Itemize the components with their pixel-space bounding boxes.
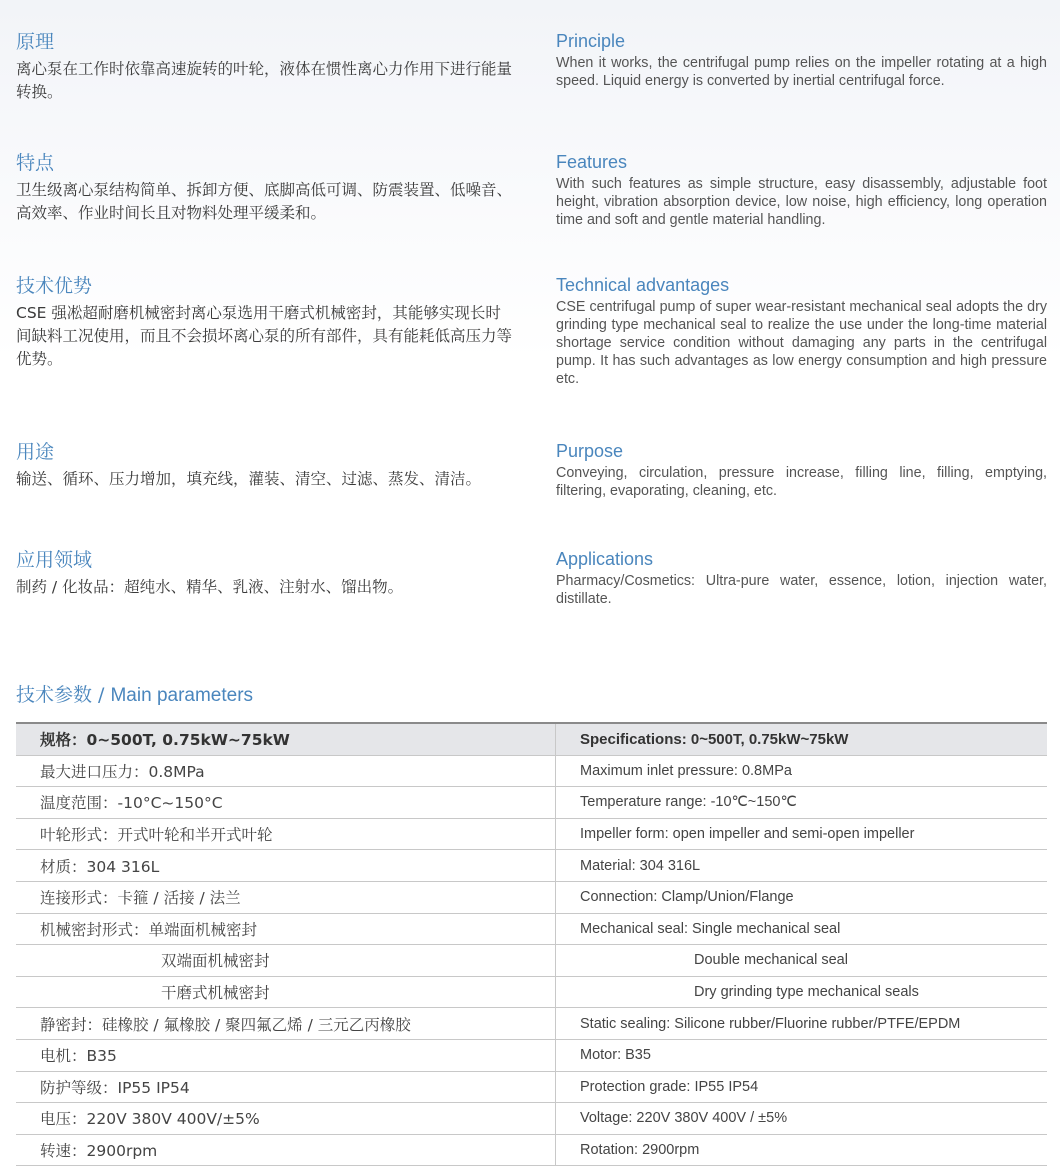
param-cn-cell: 连接形式：卡箍 / 活接 / 法兰 [16, 881, 556, 913]
param-cn-cell: 温度范围：-10°C~150°C [16, 787, 556, 819]
applications-cn-text: 制药 / 化妆品：超纯水、精华、乳液、注射水、馏出物。 [16, 578, 404, 596]
applications-en-text: Pharmacy/Cosmetics: Ultra-pure water, essence, lotion, injection water, distillate. [556, 573, 1047, 607]
table-row [16, 755, 1047, 787]
principle-cn-title: 原理 [16, 31, 55, 53]
table-row [16, 1039, 1047, 1071]
param-en-cell: Mechanical seal: Single mechanical seal [556, 913, 1048, 945]
features-cn-text: 卫生级离心泵结构简单、拆卸方便、底脚高低可调、防震装置、低噪音、高效率、作业时间长且对物料处理平缓柔和。 [16, 181, 513, 222]
param-cn-cell: 机械密封形式：单端面机械密封 [16, 913, 556, 945]
advantages-cn-title: 技术优势 [16, 275, 93, 297]
param-cn-cell: 静密封：硅橡胶 / 氟橡胶 / 聚四氟乙烯 / 三元乙丙橡胶 [16, 1008, 556, 1040]
param-en-cell: Motor: B35 [556, 1039, 1048, 1071]
param-en-cell: Maximum inlet pressure: 0.8MPa [556, 755, 1048, 787]
applications-en-section [556, 548, 1047, 608]
param-en-cell: Temperature range: -10℃~150℃ [556, 787, 1048, 819]
table-row-specifications [16, 723, 1047, 755]
advantages-cn-text: CSE 强凇超耐磨机械密封离心泵选用干磨式机械密封，其能够实现长时间缺料工况使用，而且不会损坏离心泵的所有部件，具有能耗低高压力等优势。 [16, 304, 513, 368]
param-en-cell: Rotation: 2900rpm [556, 1134, 1048, 1166]
param-cn-cell: 材质：304 316L [16, 850, 556, 882]
purpose-en-section [556, 440, 1047, 500]
param-cn-cell: 最大进口压力：0.8MPa [16, 755, 556, 787]
table-row [16, 976, 1047, 1008]
param-en-cell: Specifications: 0~500T, 0.75kW~75kW [556, 723, 1048, 755]
param-cn-cell: 电压：220V 380V 400V/±5% [16, 1103, 556, 1135]
advantages-en-text: CSE centrifugal pump of super wear-resistant mechanical seal adopts the dry grinding type mechanical seal to realize the use under the long-time material shortage service condition without damaging any parts in the centrifugal pump. It has such advantages as low energy consumption and high pressure etc. [556, 299, 1047, 387]
features-cn-title: 特点 [16, 152, 55, 174]
principle-cn-section [16, 30, 512, 104]
param-en-cell: Voltage: 220V 380V 400V / ±5% [556, 1103, 1048, 1135]
advantages-en-title: Technical advantages [556, 275, 730, 295]
features-en-section [556, 151, 1047, 229]
principle-cn-text: 离心泵在工作时依靠高速旋转的叶轮，液体在惯性离心力作用下进行能量转换。 [16, 60, 513, 101]
params-title [16, 680, 253, 707]
param-en-cell: Dry grinding type mechanical seals [556, 976, 1048, 1008]
principle-en-text: When it works, the centrifugal pump relies on the impeller rotating at a high speed. Liquid energy is converted by inertial centrifugal force. [556, 55, 1047, 89]
table-row [16, 1134, 1047, 1166]
principle-en-section [556, 30, 1047, 90]
param-cn-cell: 规格：0~500T, 0.75kW~75kW [16, 723, 556, 755]
purpose-cn-title: 用途 [16, 441, 55, 463]
table-row [16, 1103, 1047, 1135]
table-row [16, 1008, 1047, 1040]
table-row [16, 818, 1047, 850]
table-row [16, 913, 1047, 945]
purpose-cn-text: 输送、循环、压力增加，填充线，灌装、清空、过滤、蒸发、清洁。 [16, 470, 482, 488]
param-en-cell: Double mechanical seal [556, 945, 1048, 977]
param-en-cell: Protection grade: IP55 IP54 [556, 1071, 1048, 1103]
table-row [16, 881, 1047, 913]
purpose-cn-section [16, 440, 512, 491]
param-en-cell: Connection: Clamp/Union/Flange [556, 881, 1048, 913]
param-cn-cell: 叶轮形式：开式叶轮和半开式叶轮 [16, 818, 556, 850]
features-en-text: With such features as simple structure, easy disassembly, adjustable foot height, vibration absorption device, low noise, high efficiency, long operation time and soft and gentle material handling. [556, 176, 1047, 228]
advantages-en-section [556, 274, 1047, 388]
purpose-en-text: Conveying, circulation, pressure increase, filling line, filling, emptying, filtering, evaporating, cleaning, etc. [556, 465, 1047, 499]
table-row [16, 945, 1047, 977]
advantages-cn-section [16, 274, 512, 371]
param-cn-cell: 防护等级：IP55 IP54 [16, 1071, 556, 1103]
params-title-cn: 技术参数 / [16, 684, 111, 706]
params-title-en: Main parameters [110, 685, 254, 706]
features-cn-section [16, 151, 512, 225]
params-table [16, 722, 1047, 1166]
applications-en-title: Applications [556, 549, 654, 569]
param-en-cell: Impeller form: open impeller and semi-open impeller [556, 818, 1048, 850]
principle-en-title: Principle [556, 31, 626, 51]
param-en-cell: Material: 304 316L [556, 850, 1048, 882]
param-cn-cell: 双端面机械密封 [16, 945, 556, 977]
features-en-title: Features [556, 152, 628, 172]
table-row [16, 1071, 1047, 1103]
table-row [16, 787, 1047, 819]
applications-cn-title: 应用领域 [16, 549, 93, 571]
purpose-en-title: Purpose [556, 441, 624, 461]
param-cn-cell: 转速：2900rpm [16, 1134, 556, 1166]
param-cn-cell: 干磨式机械密封 [16, 976, 556, 1008]
param-en-cell: Static sealing: Silicone rubber/Fluorine rubber/PTFE/EPDM [556, 1008, 1048, 1040]
param-cn-cell: 电机：B35 [16, 1039, 556, 1071]
table-row [16, 850, 1047, 882]
applications-cn-section [16, 548, 512, 599]
